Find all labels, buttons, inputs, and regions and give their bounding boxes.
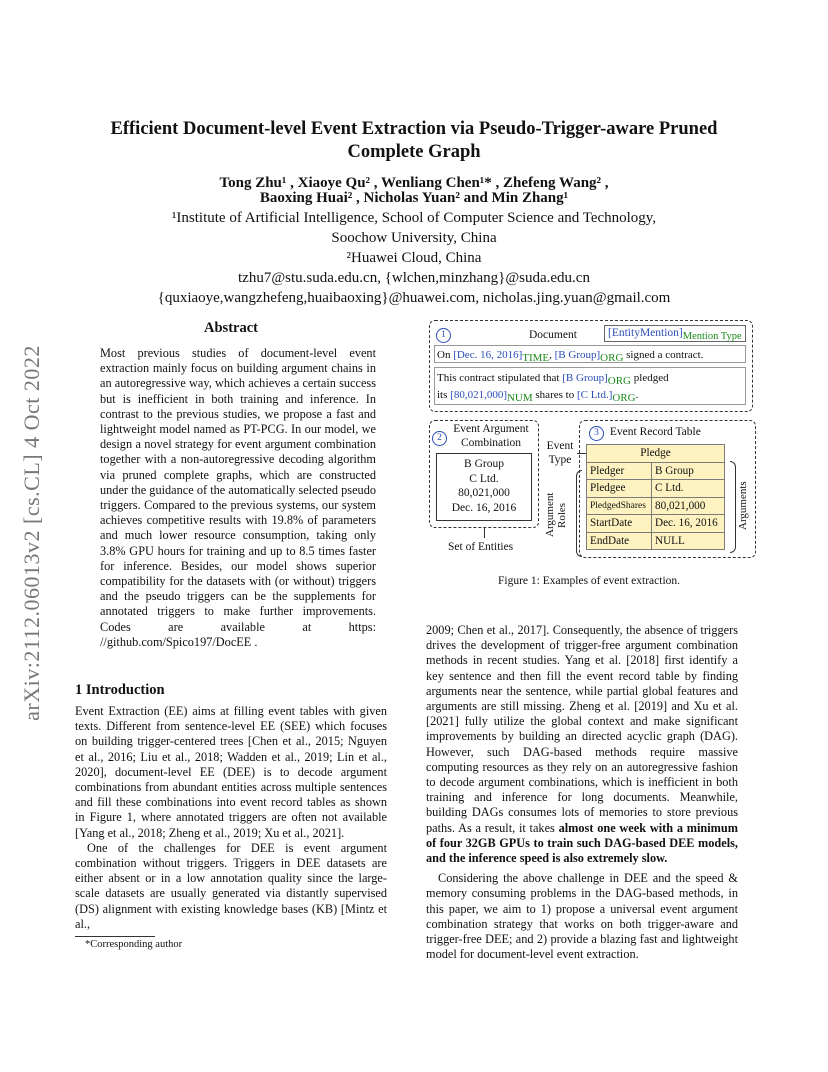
event-type-label-1: Event bbox=[546, 440, 574, 452]
event-type-label-2: Type bbox=[548, 454, 572, 466]
set-arrow bbox=[484, 528, 485, 538]
s2-text: This contract stipulated that bbox=[437, 372, 563, 384]
argument-roles-label: Argument Roles bbox=[544, 492, 568, 538]
role-cell: Pledgee bbox=[587, 480, 652, 498]
s2-type-org: ORG bbox=[607, 375, 632, 387]
legend-type: Mention Type bbox=[682, 331, 742, 342]
entity-item: 80,021,000 bbox=[458, 487, 510, 499]
arguments-label: Arguments bbox=[737, 481, 749, 531]
right-paragraph-1 bbox=[426, 623, 738, 866]
legend-entity: [EntityMention] bbox=[608, 327, 683, 339]
title-line-2: Complete Graph bbox=[347, 142, 481, 162]
authors-2 bbox=[60, 188, 768, 208]
role-cell: Pledger bbox=[587, 462, 652, 480]
event-type-label bbox=[542, 439, 578, 467]
value-cell: C Ltd. bbox=[652, 480, 725, 498]
s3-end: . bbox=[635, 389, 639, 401]
right-paragraph-1-text: 2009; Chen et al., 2017]. Consequently, the absence of triggers drives the development of trigger-free argument combination methods in recent studies. Yang et al. [2018] first identify a key sentence and then fill the event record table by finding arguments near the sentence, while partial global features and arguments are still missing. Zheng et al. [2019] and Xu et al. [2021] fully utilize the global context and make significant improvements by building an directed acyclic graph (DAG). However, such DAG-based methods require massive computing resources as they rely on an autoregressive fashion to decode argument combinations, which is inefficient in both training and inference for long documents. Meanwhile, building DAGs consumes lots of memories to store previous paths. As a result, it takes bbox=[426, 623, 738, 835]
email-line-2[interactable]: {quxiaoye,wangzhefeng,huaibaoxing}@huawei.com, nicholas.jing.yuan@gmail.com bbox=[157, 290, 671, 306]
event-record-table bbox=[586, 444, 725, 550]
arguments-brace bbox=[730, 461, 736, 553]
table-row bbox=[587, 497, 725, 515]
affiliation-line-1: ¹Institute of Artificial Intelligence, School of Computer Science and Technology, bbox=[171, 210, 657, 226]
entity-item: Dec. 16, 2016 bbox=[451, 501, 517, 514]
affiliation-line-2: Soochow University, China bbox=[331, 230, 497, 246]
title-line-1: Efficient Document-level Event Extraction via Pseudo-Trigger-aware Pruned bbox=[110, 119, 718, 139]
s3-text: its bbox=[437, 389, 451, 401]
affiliations bbox=[60, 208, 768, 308]
step-3 bbox=[589, 425, 701, 441]
s3-mid: shares to bbox=[532, 389, 577, 401]
authors-line-2: Baoxing Huai² , Nicholas Yuan² and Min Zhang¹ bbox=[259, 190, 569, 206]
set-of-entities-label: Set of Entities bbox=[448, 541, 514, 553]
s1-sep: , bbox=[549, 349, 555, 361]
table-row bbox=[587, 445, 725, 463]
table-row bbox=[587, 532, 725, 550]
step-1-badge: 1 bbox=[436, 328, 451, 343]
event-table bbox=[586, 444, 725, 550]
s2-end: pledged bbox=[631, 372, 669, 384]
s1-entity-org: [B Group] bbox=[554, 349, 601, 361]
arxiv-stamp: arXiv:2112.06013v2 [cs.CL] 4 Oct 2022 bbox=[19, 345, 44, 721]
event-type-cell: Pledge bbox=[587, 445, 725, 463]
sentence-3 bbox=[437, 387, 743, 404]
entity-set-box bbox=[436, 453, 532, 521]
document-label: Document bbox=[529, 329, 577, 341]
s3-entity-org: [C Ltd.] bbox=[576, 389, 613, 401]
role-cell: EndDate bbox=[587, 532, 652, 550]
right-paragraph-1-bold: almost one week with a minimum of four 32GB GPUs to train such DAG-based DEE models, and the inference speed is also extremely slow. bbox=[426, 820, 738, 866]
paper-title bbox=[60, 118, 768, 164]
value-cell: NULL bbox=[652, 532, 725, 550]
s3-entity-num: [80,021,000] bbox=[450, 389, 507, 401]
email-line-1[interactable]: tzhu7@stu.suda.edu.cn, {wlchen,minzhang}@suda.edu.cn bbox=[238, 270, 590, 286]
figure-caption: Figure 1: Examples of event extraction. bbox=[497, 575, 681, 587]
step-2-badge: 2 bbox=[432, 431, 447, 446]
table-row bbox=[587, 462, 725, 480]
step-3-badge: 3 bbox=[589, 426, 604, 441]
entity-item: B Group bbox=[464, 458, 504, 470]
s3-type-org: ORG bbox=[612, 392, 636, 404]
value-cell: 80,021,000 bbox=[652, 497, 725, 515]
value-cell: Dec. 16, 2016 bbox=[652, 515, 725, 533]
authors-line-1: Tong Zhu¹ , Xiaoye Qu² , Wenliang Chen¹* , Zhefeng Wang² , bbox=[219, 175, 609, 191]
right-paragraph-2: Considering the above challenge in DEE and the speed & memory consuming problems in the DAG-based methods, in this paper, we aim to 1) propose a universal event argument combination strategy that works on both trigger-aware and trigger-free DEE; and 2) provide a blazing fast and lightweight model for document-level event extraction. bbox=[426, 871, 738, 962]
figure-1 bbox=[426, 318, 756, 568]
value-cell: B Group bbox=[652, 462, 725, 480]
sentence-1 bbox=[434, 345, 746, 363]
s2-entity-org: [B Group] bbox=[562, 372, 608, 384]
step-2 bbox=[432, 430, 447, 446]
affiliation-line-3: ²Huawei Cloud, China bbox=[346, 250, 482, 266]
legend-box bbox=[604, 325, 746, 342]
entity-item: C Ltd. bbox=[469, 472, 499, 485]
abstract-text: Most previous studies of document-level event extraction mainly focus on building argument chains in an autoregressive way, which achieves a certain success but is inefficient in both training and inference. In contrast to the previous studies, we propose a fast and lightweight model named as PT-PCG. In our model, we design a novel strategy for event argument combination together with a non-autoregressive decoding algorithm via pruned complete graphs, which are constructed under the guidance of the automatically selected pseudo triggers. Compared to the previous systems, our system achieves competitive results with 19.8% of parameters and much lower resource consumption, taking only 3.8% GPU hours for training and up to 8.5 times faster for inference. Besides, our model shows superior compatibility for the datasets with (or without) triggers and the pseudo triggers can be the supplements for annotated triggers to make further improvements. Codes are available at https: //github.com/Spico197/DocEE . bbox=[100, 346, 376, 649]
s1-end: signed a contract. bbox=[623, 349, 704, 361]
abstract-heading: Abstract bbox=[204, 320, 258, 336]
intro-paragraph-2: One of the challenges for DEE is event argument combination without triggers. Triggers in DEE datasets are either absent or in a low annotation quality since the large-scale datasets are usually generated via distantly supervised (DS) alignment with existing knowledge bases (KB) [Mintz et al., bbox=[75, 840, 387, 931]
table-row bbox=[587, 515, 725, 533]
s1-text: On bbox=[437, 349, 454, 361]
s3-type-num: NUM bbox=[506, 392, 533, 404]
combination-label-1: Event Argument bbox=[453, 423, 529, 435]
intro-heading: 1 Introduction bbox=[75, 682, 165, 698]
footnote-divider bbox=[75, 936, 155, 937]
s1-type-org: ORG bbox=[600, 352, 624, 364]
intro-paragraph-1: Event Extraction (EE) aims at filling event tables with given texts. Different from sentence-level EE (SEE) which focuses on building trigger-centered trees [Chen et al., 2015; Nguyen et al., 2016; Liu et al., 2018; Wadden et al., 2019; Lin et al., 2020], document-level EE (DEE) is to decode argument combinations from abundant entities across multiple sentences and fill these combinations into event record tables as shown in Figure 1, where annotated triggers are often not available [Yang et al., 2018; Zheng et al., 2019; Xu et al., 2021]. bbox=[75, 704, 387, 840]
event-record-table-label: Event Record Table bbox=[609, 426, 701, 438]
sentence-2-3 bbox=[434, 367, 746, 405]
role-cell: StartDate bbox=[587, 515, 652, 533]
table-row bbox=[587, 480, 725, 498]
right-column bbox=[426, 623, 738, 962]
document-header bbox=[436, 327, 451, 343]
combination-label bbox=[446, 422, 536, 450]
s1-type-time: TIME bbox=[522, 352, 550, 364]
combination-label-2: Combination bbox=[460, 437, 522, 449]
intro-column bbox=[75, 704, 387, 932]
role-cell: PledgedShares bbox=[587, 497, 652, 515]
footnote: *Corresponding author bbox=[85, 939, 183, 950]
sentence-2 bbox=[437, 370, 743, 387]
s1-entity-date: [Dec. 16, 2016] bbox=[453, 349, 523, 361]
